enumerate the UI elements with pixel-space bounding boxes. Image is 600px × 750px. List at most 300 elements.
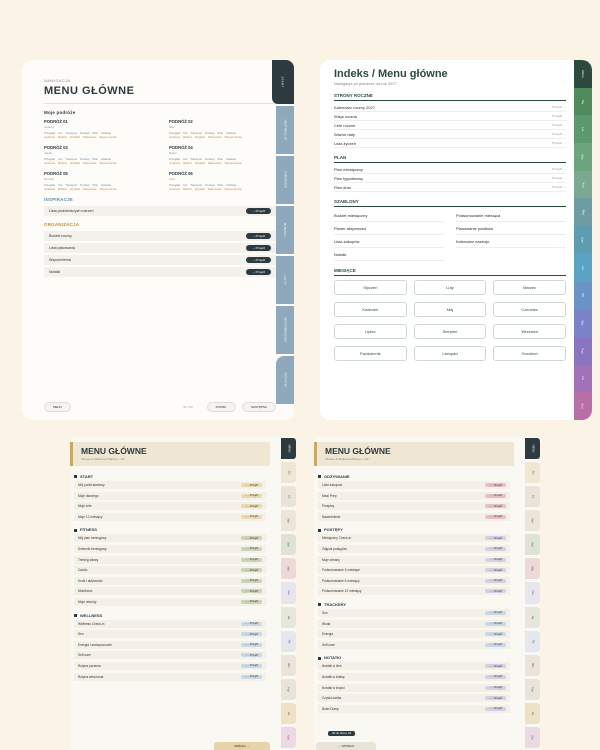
- go-link[interactable]: Przejdź →: [552, 131, 566, 136]
- trip-link[interactable]: Plan: [92, 157, 99, 161]
- trip-link[interactable]: Pakowanie: [82, 135, 97, 139]
- trip-link[interactable]: Transport: [190, 183, 203, 187]
- go-link[interactable]: Przejdź →: [552, 175, 566, 180]
- trip-link[interactable]: Noclegi: [80, 131, 90, 135]
- trip-link[interactable]: Pakowanie: [207, 161, 222, 165]
- page-title: MENU GŁÓWNE: [44, 85, 135, 97]
- trip-link[interactable]: Transport: [65, 183, 78, 187]
- trip-link[interactable]: Noclegi: [205, 183, 215, 187]
- trip-link[interactable]: Pakowanie: [207, 135, 222, 139]
- month-tab[interactable]: [281, 510, 296, 531]
- page-counter: 01 / 63: [183, 405, 193, 409]
- menu-row[interactable]: [74, 673, 266, 681]
- month-tab[interactable]: [281, 727, 296, 748]
- trip-link[interactable]: Budżet: [183, 161, 192, 165]
- trip-link[interactable]: Cel: [183, 183, 188, 187]
- inspiration-row[interactable]: [44, 206, 276, 216]
- tab-label: Lut: [580, 127, 585, 132]
- trip-link[interactable]: Wydatki: [69, 161, 80, 165]
- row-label: Trening siłowy: [78, 557, 99, 562]
- go-button[interactable]: →→ Przejdź: [485, 579, 506, 583]
- month-tab[interactable]: [525, 486, 540, 507]
- go-button[interactable]: →→ Przejdź: [241, 504, 262, 508]
- trip-link[interactable]: Transport: [190, 157, 203, 161]
- trip-link[interactable]: Atrakcje: [226, 183, 237, 187]
- month-tab[interactable]: [281, 607, 296, 628]
- trip-link[interactable]: Atrakcje: [101, 183, 112, 187]
- section-inspiration-heading: INSPIRACJE: [44, 197, 74, 202]
- section-label: FITNESS: [80, 527, 97, 533]
- month-tab[interactable]: [574, 226, 592, 254]
- trip-title[interactable]: PODRÓŻ 01: [44, 119, 68, 124]
- template-item[interactable]: Planer aktywności: [334, 222, 444, 235]
- month-tab[interactable]: [574, 60, 592, 88]
- prev-button[interactable]: POPRZ.: [207, 402, 236, 412]
- go-button[interactable]: →→ Przejdź: [485, 643, 506, 647]
- month-button[interactable]: Październik: [334, 346, 407, 361]
- row-label: Moje dlaczego: [78, 493, 99, 498]
- trip-link[interactable]: Jedzenie: [169, 135, 181, 139]
- go-button[interactable]: →→ Przejdź: [241, 515, 262, 519]
- month-button[interactable]: Sierpień: [414, 324, 487, 339]
- year-planner-page: [320, 60, 592, 420]
- row-label: Mobilność: [78, 589, 93, 594]
- menu-row[interactable]: [74, 630, 266, 638]
- trip-link[interactable]: Przegląd: [169, 183, 181, 187]
- trip-link[interactable]: Plan: [217, 131, 224, 135]
- template-item[interactable]: Budżet miesięczny: [334, 209, 444, 222]
- more-button[interactable]: WIĘCEJ →: [214, 742, 270, 750]
- menu-row[interactable]: [318, 684, 510, 692]
- tab-label: NOTATKI: [283, 372, 287, 388]
- trip-card: [169, 145, 276, 165]
- go-button[interactable]: →→ Przejdź: [485, 589, 506, 593]
- month-tab[interactable]: [525, 534, 540, 555]
- go-button[interactable]: → Przejdź: [246, 257, 271, 263]
- index-row[interactable]: [334, 112, 566, 121]
- tab-label: Maj: [531, 566, 534, 571]
- row-label: Ważne daty: [334, 131, 355, 137]
- menu-row[interactable]: [74, 651, 266, 659]
- menu-row[interactable]: [74, 502, 266, 510]
- index-row[interactable]: [334, 103, 566, 112]
- go-button[interactable]: →→ Przejdź: [241, 632, 262, 636]
- menu-row[interactable]: [318, 587, 510, 595]
- go-link[interactable]: Przejdź →: [552, 104, 566, 109]
- trip-link[interactable]: Atrakcje: [101, 131, 112, 135]
- menu-row[interactable]: [318, 705, 510, 713]
- org-label: Budżet roczny: [49, 234, 72, 238]
- menu-list: [314, 470, 514, 715]
- index-row[interactable]: [334, 174, 566, 183]
- section-bullet-icon: [318, 603, 321, 606]
- index-row[interactable]: [334, 139, 566, 148]
- trip-link[interactable]: Cel: [183, 157, 188, 161]
- month-tab[interactable]: [574, 171, 592, 199]
- go-button[interactable]: →→ Przejdź: [485, 675, 506, 679]
- go-button[interactable]: →→ Przejdź: [241, 536, 262, 540]
- trip-link[interactable]: Wspomnienia: [224, 161, 242, 165]
- go-link[interactable]: Przejdź →: [552, 113, 566, 118]
- go-button[interactable]: → Przejdź: [246, 269, 271, 275]
- side-tab[interactable]: [276, 356, 294, 404]
- trip-link[interactable]: Transport: [65, 157, 78, 161]
- menu-row[interactable]: [318, 481, 510, 489]
- trip-link[interactable]: Wspomnienia: [224, 187, 242, 191]
- next-button[interactable]: NASTĘPNA: [242, 402, 276, 412]
- month-tab[interactable]: [574, 282, 592, 310]
- menu-row[interactable]: [318, 673, 510, 681]
- menu-row[interactable]: [318, 694, 510, 702]
- trip-link[interactable]: Wydatki: [69, 187, 80, 191]
- go-button[interactable]: →→ Przejdź: [485, 568, 506, 572]
- month-button[interactable]: Luty: [414, 280, 487, 295]
- index-row[interactable]: [334, 130, 566, 139]
- go-button[interactable]: →→ Przejdź: [485, 558, 506, 562]
- month-button[interactable]: Maj: [414, 302, 487, 317]
- side-tab[interactable]: [272, 60, 294, 104]
- month-tab[interactable]: [525, 631, 540, 652]
- trip-link[interactable]: Budżet: [58, 187, 67, 191]
- row-label: Moje cele: [78, 504, 92, 509]
- tab-label: BUDŻET: [283, 223, 287, 237]
- go-button[interactable]: →→ Przejdź: [241, 643, 262, 647]
- go-button[interactable]: →→ Przejdź: [241, 568, 262, 572]
- tab-label: Paź: [580, 348, 585, 354]
- menu-row[interactable]: [318, 502, 510, 510]
- month-tab[interactable]: [281, 486, 296, 507]
- trip-link[interactable]: Atrakcje: [226, 157, 237, 161]
- trip-link[interactable]: Pakowanie: [207, 187, 222, 191]
- trip-link[interactable]: Plan: [217, 183, 224, 187]
- tab-label: Lis: [286, 711, 290, 716]
- menu-row[interactable]: [318, 556, 510, 564]
- trip-link[interactable]: Budżet: [183, 187, 192, 191]
- menu-row[interactable]: [318, 641, 510, 649]
- trip-subtitle: Spain: [169, 151, 177, 155]
- trip-link[interactable]: Przegląd: [44, 183, 56, 187]
- menu-row[interactable]: [74, 534, 266, 542]
- go-button[interactable]: →→ Przejdź: [485, 611, 506, 615]
- month-tab[interactable]: [574, 392, 592, 420]
- row-label: Cardio: [78, 568, 88, 573]
- trip-link[interactable]: Plan: [92, 131, 99, 135]
- go-button[interactable]: →→ Przejdź: [485, 504, 506, 508]
- menu-row[interactable]: [74, 513, 266, 521]
- trip-link[interactable]: Jedzenie: [44, 187, 56, 191]
- org-row[interactable]: [44, 267, 276, 277]
- org-row[interactable]: [44, 255, 276, 265]
- fitness-menu-page-2: [314, 437, 540, 750]
- trip-link[interactable]: Atrakcje: [226, 131, 237, 135]
- menu-row[interactable]: [318, 492, 510, 500]
- month-button[interactable]: Kwiecień: [334, 302, 407, 317]
- tab-label: Lip: [580, 265, 585, 270]
- trip-link[interactable]: Transport: [65, 131, 78, 135]
- trip-link[interactable]: Pakowanie: [82, 187, 97, 191]
- row-label: Sen: [78, 632, 84, 637]
- menu-row[interactable]: [318, 609, 510, 617]
- org-list: [44, 231, 276, 277]
- section-trips-heading: Moje podróże: [44, 110, 76, 115]
- trip-link[interactable]: Plan: [217, 157, 224, 161]
- row-label: Plan dnia: [334, 184, 351, 190]
- trips-grid: [44, 119, 276, 191]
- tab-label: Lut: [530, 494, 534, 499]
- menu-row[interactable]: [74, 545, 266, 553]
- month-button[interactable]: Wrzesień: [493, 324, 566, 339]
- menu-row[interactable]: [74, 598, 266, 606]
- template-item[interactable]: Lista zakupów: [334, 235, 444, 248]
- month-tab[interactable]: [281, 582, 296, 603]
- month-tabs: [280, 437, 296, 750]
- month-tab[interactable]: [281, 703, 296, 724]
- row-label: Brain Dump: [322, 706, 339, 711]
- trip-link[interactable]: Atrakcje: [101, 157, 112, 161]
- go-button[interactable]: →→ Przejdź: [241, 653, 262, 657]
- trip-links: [44, 161, 151, 165]
- go-button[interactable]: → Przejdź: [246, 233, 271, 239]
- month-button[interactable]: Czerwiec: [493, 302, 566, 317]
- go-button[interactable]: →→ Przejdź: [485, 686, 506, 690]
- trip-link[interactable]: Przegląd: [44, 131, 56, 135]
- trip-link[interactable]: Jedzenie: [169, 187, 181, 191]
- month-tab[interactable]: [574, 309, 592, 337]
- month-tab[interactable]: [525, 438, 540, 459]
- go-button[interactable]: →→ Przejdź: [241, 547, 262, 551]
- trip-link[interactable]: Wspomnienia: [99, 187, 117, 191]
- trip-link[interactable]: Cel: [58, 131, 63, 135]
- trip-link[interactable]: Jedzenie: [44, 161, 56, 165]
- go-button[interactable]: →→ Przejdź: [241, 589, 262, 593]
- trip-link[interactable]: Noclegi: [80, 183, 90, 187]
- trip-links: [44, 187, 151, 191]
- trip-title[interactable]: PODRÓŻ 04: [169, 145, 193, 150]
- trip-link[interactable]: Wspomnienia: [99, 161, 117, 165]
- menu-row[interactable]: [318, 662, 510, 670]
- side-tab[interactable]: [276, 106, 294, 154]
- page-subtitle: Nawigacja po planerze na rok 2027: [334, 81, 397, 86]
- org-row[interactable]: [44, 243, 276, 253]
- go-button[interactable]: →→ Przejdź: [241, 622, 262, 626]
- go-link[interactable]: Przejdź →: [552, 140, 566, 145]
- menu-row[interactable]: [74, 556, 266, 564]
- trip-link[interactable]: Transport: [190, 131, 203, 135]
- row-label: Sen: [322, 610, 328, 615]
- org-label: Wspomnienia: [49, 258, 71, 262]
- go-button[interactable]: →→ Przejdź: [485, 536, 506, 540]
- month-tab[interactable]: [525, 679, 540, 700]
- menu-row[interactable]: [74, 620, 266, 628]
- menu-row[interactable]: [318, 630, 510, 638]
- template-item[interactable]: Notatki: [334, 248, 444, 261]
- trip-link[interactable]: Jedzenie: [169, 161, 181, 165]
- go-button[interactable]: →→ Przejdź: [485, 515, 506, 519]
- org-row[interactable]: [44, 231, 276, 241]
- menu-row[interactable]: [74, 566, 266, 574]
- back-button[interactable]: ← WSTECZ: [316, 742, 376, 750]
- index-row[interactable]: [334, 121, 566, 130]
- month-tab[interactable]: [525, 558, 540, 579]
- tab-label: MENU: [530, 444, 534, 453]
- tab-label: Gru: [286, 735, 290, 740]
- go-button[interactable]: →→ Przejdź: [241, 483, 262, 487]
- go-link[interactable]: Przejdź →: [552, 166, 566, 171]
- month-tab[interactable]: [574, 254, 592, 282]
- month-tab[interactable]: [281, 558, 296, 579]
- trip-title[interactable]: PODRÓŻ 03: [44, 145, 68, 150]
- side-tab[interactable]: [276, 156, 294, 204]
- month-tab[interactable]: [574, 143, 592, 171]
- month-tab[interactable]: [281, 438, 296, 459]
- row-label: Dziennik treningowy: [78, 546, 107, 551]
- menu-row[interactable]: [74, 587, 266, 595]
- go-button[interactable]: →→ Przejdź: [485, 483, 506, 487]
- menu-row[interactable]: [74, 662, 266, 670]
- month-tab[interactable]: [574, 337, 592, 365]
- trip-link[interactable]: Przegląd: [44, 157, 56, 161]
- menu-row[interactable]: [74, 577, 266, 585]
- trip-link[interactable]: Wydatki: [194, 161, 205, 165]
- month-tab[interactable]: [525, 510, 540, 531]
- trip-link[interactable]: Budżet: [58, 135, 67, 139]
- template-item[interactable]: Kalendarz nastroju: [456, 235, 566, 248]
- trip-link[interactable]: Cel: [58, 157, 63, 161]
- trip-link[interactable]: Wydatki: [194, 135, 205, 139]
- trip-link[interactable]: Noclegi: [80, 157, 90, 161]
- travel-menu-content: [44, 78, 276, 279]
- month-tab[interactable]: [281, 534, 296, 555]
- month-tab[interactable]: [525, 607, 540, 628]
- go-button[interactable]: →→ Przejdź: [485, 707, 506, 711]
- go-button[interactable]: →→ Przejdź: [485, 696, 506, 700]
- trip-link[interactable]: Pakowanie: [82, 161, 97, 165]
- month-tab[interactable]: [574, 365, 592, 393]
- page-subtitle: Fitness & Wellness Planner • 1/2: [81, 457, 125, 461]
- trip-link[interactable]: Jedzenie: [44, 135, 56, 139]
- index-row[interactable]: [334, 183, 566, 192]
- month-tab[interactable]: [525, 462, 540, 483]
- trip-link[interactable]: Cel: [58, 183, 63, 187]
- go-button[interactable]: →→ Przejdź: [485, 494, 506, 498]
- go-button[interactable]: →→ Przejdź: [485, 632, 506, 636]
- menu-row[interactable]: [74, 641, 266, 649]
- trip-link[interactable]: Budżet: [58, 161, 67, 165]
- menu-row[interactable]: [318, 513, 510, 521]
- month-tab[interactable]: [574, 198, 592, 226]
- trip-link[interactable]: Przegląd: [169, 131, 181, 135]
- section-heading: [70, 523, 270, 534]
- page-title: MENU GŁÓWNE: [81, 446, 147, 456]
- tab-label: Lut: [286, 494, 290, 499]
- go-button[interactable]: →→ Przejdź: [485, 547, 506, 551]
- trip-subtitle: Italy: [169, 125, 175, 129]
- month-button[interactable]: Lipiec: [334, 324, 407, 339]
- row-label: Notatki w kropki: [322, 685, 345, 690]
- travel-planner-page: [22, 60, 294, 420]
- month-tab[interactable]: [281, 679, 296, 700]
- trip-link[interactable]: Wspomnienia: [224, 135, 242, 139]
- menu-row[interactable]: [318, 620, 510, 628]
- go-button[interactable]: →→ Przejdź: [241, 664, 262, 668]
- index-row[interactable]: [334, 165, 566, 174]
- month-tab[interactable]: [281, 462, 296, 483]
- go-button[interactable]: →→ Przejdź: [485, 664, 506, 668]
- section-yearly-heading: STRONY ROCZNE: [334, 93, 566, 101]
- month-tab[interactable]: [525, 703, 540, 724]
- go-button[interactable]: →→ Przejdź: [241, 579, 262, 583]
- tab-label: Sie: [531, 639, 534, 644]
- menu-row[interactable]: [318, 566, 510, 574]
- month-tab[interactable]: [574, 115, 592, 143]
- menu-row[interactable]: [74, 492, 266, 500]
- menu-row[interactable]: [318, 545, 510, 553]
- trip-link[interactable]: Wydatki: [69, 135, 80, 139]
- go-button[interactable]: → Przejdź: [246, 245, 271, 251]
- menu-row[interactable]: [74, 481, 266, 489]
- month-button[interactable]: Grudzień: [493, 346, 566, 361]
- row-label: Mój punkt startowy: [78, 483, 105, 487]
- month-tab[interactable]: [525, 582, 540, 603]
- go-button[interactable]: →→ Przejdź: [241, 494, 262, 498]
- fitness-menu-page-1: [70, 437, 296, 750]
- trip-link[interactable]: Noclegi: [205, 157, 215, 161]
- trip-link[interactable]: Przegląd: [169, 157, 181, 161]
- month-button[interactable]: Styczeń: [334, 280, 407, 295]
- section-label: NOTATKI: [324, 655, 342, 661]
- month-tab[interactable]: [525, 655, 540, 676]
- month-tab[interactable]: [281, 655, 296, 676]
- inspiration-label: Lista podróżniczych marzeń: [49, 209, 94, 213]
- go-button[interactable]: →→ Przejdź: [241, 600, 262, 604]
- trip-title[interactable]: PODRÓŻ 02: [169, 119, 193, 124]
- side-tab[interactable]: [276, 306, 294, 354]
- trip-link[interactable]: Noclegi: [205, 131, 215, 135]
- trip-link[interactable]: Plan: [92, 183, 99, 187]
- row-label: Notatki w linie: [322, 664, 342, 669]
- template-item[interactable]: Podsumowanie miesiąca: [456, 209, 566, 222]
- month-button[interactable]: Marzec: [493, 280, 566, 295]
- row-label: Self-care: [322, 642, 335, 647]
- trip-link[interactable]: Wydatki: [194, 187, 205, 191]
- trip-link[interactable]: Budżet: [183, 135, 192, 139]
- side-tab[interactable]: [276, 206, 294, 254]
- trip-title[interactable]: PODRÓŻ 05: [44, 171, 68, 176]
- month-tab[interactable]: [281, 631, 296, 652]
- go-link[interactable]: Przejdź →: [552, 122, 566, 127]
- go-button[interactable]: →→ Przejdź: [241, 558, 262, 562]
- template-item[interactable]: Planowanie posiłków: [456, 222, 566, 235]
- section-heading: [314, 470, 514, 481]
- month-tab[interactable]: [525, 727, 540, 748]
- trip-link[interactable]: Cel: [183, 131, 188, 135]
- menu-row[interactable]: [318, 577, 510, 585]
- tab-label: Menu: [580, 70, 585, 78]
- trip-link[interactable]: Wspomnienia: [99, 135, 117, 139]
- tab-label: Lip: [287, 615, 290, 619]
- month-button[interactable]: Listopad: [414, 346, 487, 361]
- go-link[interactable]: Przejdź →: [552, 184, 566, 189]
- section-bullet-icon: [318, 529, 321, 532]
- menu-row[interactable]: [318, 534, 510, 542]
- go-button[interactable]: → Przejdź: [246, 208, 271, 214]
- go-button[interactable]: →→ Przejdź: [485, 622, 506, 626]
- side-tab[interactable]: [276, 256, 294, 304]
- trip-title[interactable]: PODRÓŻ 06: [169, 171, 193, 176]
- menu-button[interactable]: MENU: [44, 402, 71, 412]
- month-tab[interactable]: [574, 88, 592, 116]
- go-button[interactable]: →→ Przejdź: [241, 675, 262, 679]
